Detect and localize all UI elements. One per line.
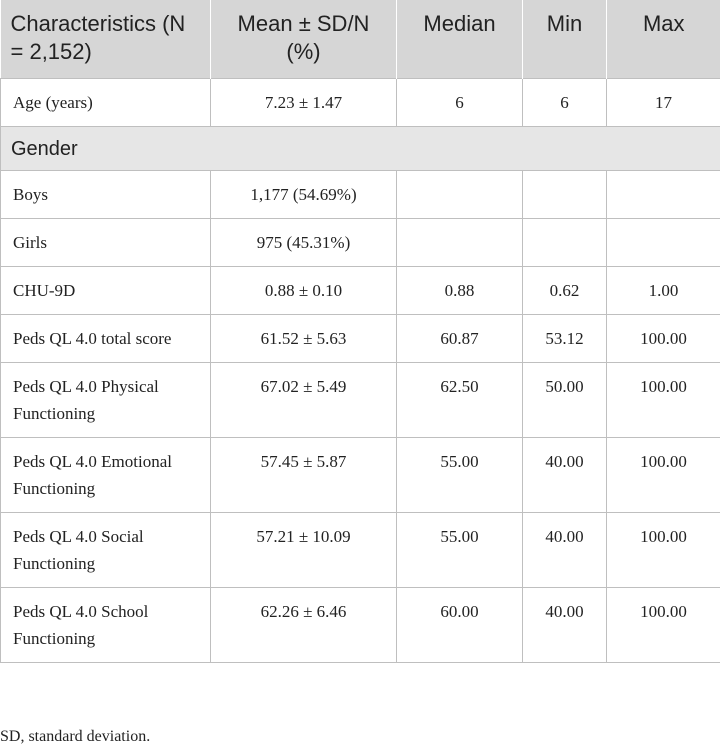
mean-sd-cell: 975 (45.31%) (211, 219, 397, 267)
mean-sd-cell: 1,177 (54.69%) (211, 171, 397, 219)
characteristic-cell: Peds QL 4.0 total score (1, 315, 211, 363)
mean-sd-cell: 0.88 ± 0.10 (211, 267, 397, 315)
mean-sd-cell: 62.26 ± 6.46 (211, 588, 397, 663)
table-row (1, 513, 720, 588)
mean-sd-cell: 57.45 ± 5.87 (211, 438, 397, 513)
median-cell: 62.50 (397, 363, 523, 438)
median-cell: 55.00 (397, 438, 523, 513)
median-cell: 0.88 (397, 267, 523, 315)
section-label: Gender (1, 127, 720, 171)
median-cell (397, 171, 523, 219)
table-row (1, 315, 720, 363)
header-mean-sd: Mean ± SD/N (%) (211, 0, 397, 79)
mean-sd-cell: 67.02 ± 5.49 (211, 363, 397, 438)
median-cell: 55.00 (397, 513, 523, 588)
table-row (1, 588, 720, 663)
header-characteristics: Characteristics (N = 2,152) (1, 0, 211, 79)
median-cell: 6 (397, 79, 523, 127)
table-row (1, 171, 720, 219)
median-cell: 60.00 (397, 588, 523, 663)
table-row (1, 267, 720, 315)
median-cell: 60.87 (397, 315, 523, 363)
min-cell: 6 (523, 79, 607, 127)
table-header (1, 0, 720, 79)
median-cell (397, 219, 523, 267)
min-cell (523, 171, 607, 219)
mean-sd-cell: 61.52 ± 5.63 (211, 315, 397, 363)
header-row (1, 0, 720, 79)
table-row (1, 219, 720, 267)
characteristic-cell: Peds QL 4.0 Physical Functioning (1, 363, 211, 438)
header-min: Min (523, 0, 607, 79)
max-cell: 17 (607, 79, 720, 127)
characteristic-cell: Girls (1, 219, 211, 267)
max-cell (607, 171, 720, 219)
min-cell: 40.00 (523, 438, 607, 513)
min-cell: 40.00 (523, 513, 607, 588)
characteristic-cell: CHU-9D (1, 267, 211, 315)
max-cell: 100.00 (607, 363, 720, 438)
min-cell: 53.12 (523, 315, 607, 363)
header-max: Max (607, 0, 720, 79)
section-row (1, 127, 720, 171)
max-cell: 100.00 (607, 588, 720, 663)
mean-sd-cell: 7.23 ± 1.47 (211, 79, 397, 127)
min-cell: 40.00 (523, 588, 607, 663)
characteristic-cell: Peds QL 4.0 Social Functioning (1, 513, 211, 588)
max-cell: 100.00 (607, 315, 720, 363)
characteristic-cell: Peds QL 4.0 School Functioning (1, 588, 211, 663)
table-row (1, 79, 720, 127)
max-cell: 100.00 (607, 513, 720, 588)
min-cell (523, 219, 607, 267)
max-cell: 100.00 (607, 438, 720, 513)
characteristic-cell: Boys (1, 171, 211, 219)
mean-sd-cell: 57.21 ± 10.09 (211, 513, 397, 588)
max-cell: 1.00 (607, 267, 720, 315)
table-footnote: SD, standard deviation. (0, 728, 151, 745)
min-cell: 50.00 (523, 363, 607, 438)
table-row (1, 363, 720, 438)
characteristic-cell: Peds QL 4.0 Emotional Functioning (1, 438, 211, 513)
header-median: Median (397, 0, 523, 79)
min-cell: 0.62 (523, 267, 607, 315)
characteristic-cell: Age (years) (1, 79, 211, 127)
table-body (1, 79, 720, 663)
max-cell (607, 219, 720, 267)
table-row (1, 438, 720, 513)
